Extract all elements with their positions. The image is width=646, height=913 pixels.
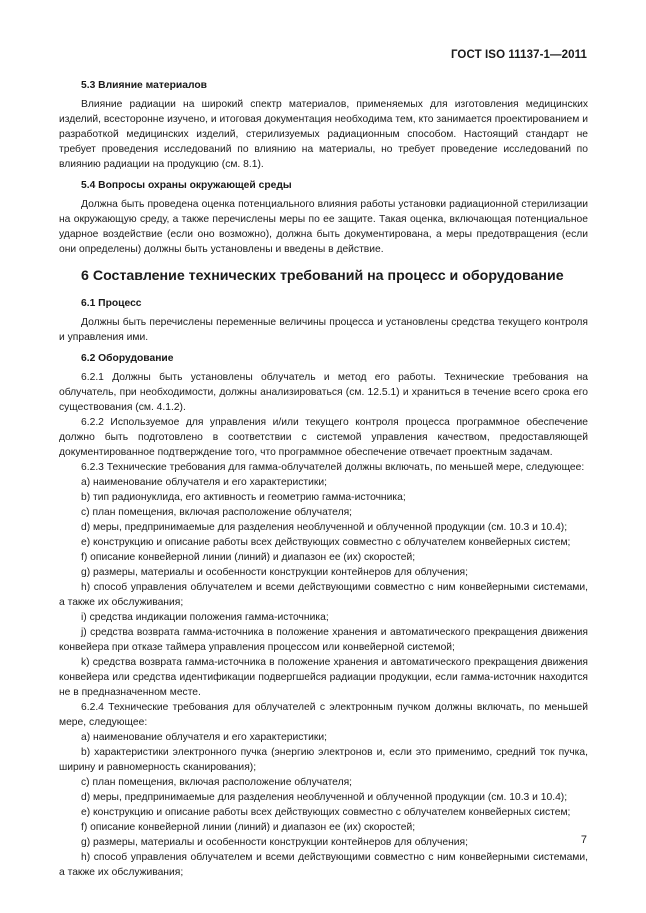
gamma-requirements-list: [59, 475, 588, 700]
section-5-3-paragraph: Влияние радиации на широкий спектр материалов, применяемых для изготовления медицинских изделий, всесторонне изучено, и итоговая документация необходима тем, кто занимается проектированием и разработкой медицинских изделий, стерилизуемых радиационным способом. Настоящий стандарт не требует проведения исследований по влиянию на материалы, но требует проведение исследований по влиянию радиации на продукцию (см. 8.1).: [59, 99, 588, 170]
page-content: [59, 78, 588, 880]
list-item: k) средства возврата гамма-источника в положение хранения и автоматического прекращения движения конвейера или средства идентификации подвергшейся радиации продукции, если гамма-источник находится не в предназначенном месте.: [59, 657, 588, 698]
electron-beam-requirements-list: [59, 730, 588, 880]
list-item: a) наименование облучателя и его характеристики;: [81, 732, 327, 743]
list-item: g) размеры, материалы и особенности конструкции контейнеров для облучения;: [81, 567, 468, 578]
list-item: e) конструкцию и описание работы всех действующих совместно с облучателем конвейерных систем;: [81, 807, 571, 818]
list-item: a) наименование облучателя и его характеристики;: [81, 477, 327, 488]
page-number: 7: [580, 834, 587, 846]
clause-6-2-3: 6.2.3 Технические требования для гамма-облучателей должны включать, по меньшей мере, следующее:: [81, 462, 585, 473]
list-item: f) описание конвейерной линии (линий) и диапазон ее (их) скоростей;: [81, 552, 416, 563]
list-item: h) способ управления облучателем и всеми действующими совместно с ним конвейерными системами, а также их обслуживания;: [59, 582, 588, 608]
section-5-3-title: 5.3 Влияние материалов: [81, 80, 207, 91]
list-item: j) средства возврата гамма-источника в положение хранения и автоматического прекращения движения конвейера при отказе таймера управления процессом или конвейерной системой;: [59, 627, 588, 653]
section-6-1-paragraph: Должны быть перечислены переменные величины процесса и установлены средства текущего контроля и управления ими.: [59, 317, 588, 343]
list-item: d) меры, предпринимаемые для разделения необлученной и облученной продукции (см. 10.3 и 10.4);: [81, 792, 568, 803]
list-item: b) тип радионуклида, его активность и геометрию гамма-источника;: [81, 492, 406, 503]
clause-6-2-2: 6.2.2 Используемое для управления и/или текущего контроля процесса программное обеспечение должно быть подготовлено в соответствии с системой управления качеством, предоставляющей документированное подтверждение того, что программное обеспечение отвечает проектным задачам.: [59, 417, 588, 458]
clause-6-2-4: 6.2.4 Технические требования для облучателей с электронным пучком должны включать, по меньшей мере, следующее:: [59, 702, 588, 728]
list-item: d) меры, предпринимаемые для разделения необлученной и облученной продукции (см. 10.3 и 10.4);: [81, 522, 568, 533]
document-id: ГОСТ ISO 11137-1—2011: [450, 49, 587, 61]
section-5-4-paragraph: Должна быть проведена оценка потенциального влияния работы установки радиационной стерилизации на окружающую среду, а также перечислены меры по ее защите. Такая оценка, включающая потенциальное ударное воздействие (если оно возможно), должна быть документирована, а меры предотвращения (если они определены) должны быть установлены и введены в действие.: [59, 199, 588, 255]
list-item: e) конструкцию и описание работы всех действующих совместно с облучателем конвейерных систем;: [81, 537, 571, 548]
list-item: g) размеры, материалы и особенности конструкции контейнеров для облучения;: [81, 837, 468, 848]
list-item: b) характеристики электронного пучка (энергию электронов и, если это применимо, средний ток пучка, ширину и равномерность сканирования);: [59, 747, 588, 773]
section-6-title: 6 Составление технических требований на процесс и оборудование: [81, 268, 564, 284]
section-5-4-title: 5.4 Вопросы охраны окружающей среды: [81, 180, 292, 191]
list-item: c) план помещения, включая расположение облучателя;: [81, 507, 353, 518]
clause-6-2-1: 6.2.1 Должны быть установлены облучатель и метод его работы. Технические требования на облучатель, при необходимости, должны анализироваться (см. 12.5.1) и храниться в течение всего срока его существования (см. 4.1.2).: [59, 372, 588, 413]
list-item: f) описание конвейерной линии (линий) и диапазон ее (их) скоростей;: [81, 822, 416, 833]
section-6-2-title: 6.2 Оборудование: [81, 353, 174, 364]
list-item: h) способ управления облучателем и всеми действующими совместно с ним конвейерными системами, а также их обслуживания;: [59, 852, 588, 878]
list-item: c) план помещения, включая расположение облучателя;: [81, 777, 353, 788]
list-item: i) средства индикации положения гамма-источника;: [81, 612, 329, 623]
section-6-1-title: 6.1 Процесс: [81, 298, 142, 309]
